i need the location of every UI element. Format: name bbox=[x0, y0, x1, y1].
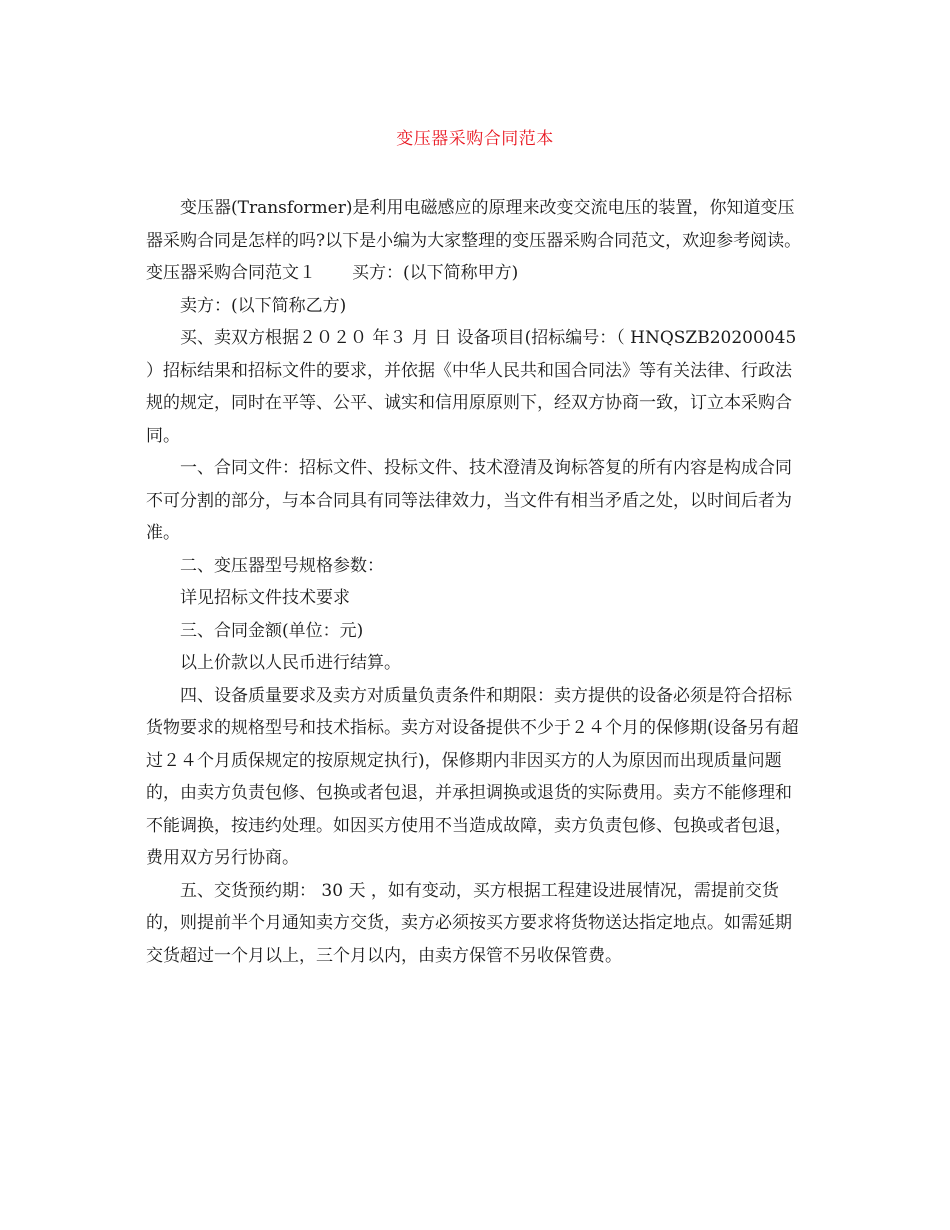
clause-2-heading: 二、变压器型号规格参数： bbox=[180, 555, 384, 576]
clause-1: 一、合同文件：招标文件、投标文件、技术澄清及询标答复的所有内容是构成合同不可分割的部分，与本合同具有同等法律效力，当文件有相当矛盾之处，以时间后者为准。 bbox=[146, 458, 792, 543]
clause-4: 四、设备质量要求及卖方对质量负责条件和期限：卖方提供的设备必须是符合招标货物要求的规格型号和技术指标。卖方对设备提供不少于２４个月的保修期(设备另有超过２４个月质保规定的按原规定执行)，保修期内非因买方的人为原因而出现质量问题的，由卖方负责包修、包换或者包退，并承担调换或退货的实际费用。卖方不能修理和不能调换，按违约处理。如因买方使用不当造成故障，卖方负责包修、包换或者包退，费用双方另行协商。 bbox=[146, 685, 799, 868]
clause-3-heading: 三、合同金额(单位：元) bbox=[180, 620, 364, 641]
clause-5: 五、交货预约期： 30 天 ，如有变动，买方根据工程建设进展情况，需提前交货的，则提前半个月通知卖方交货，卖方必须按买方要求将货物送达指定地点。如需延期交货超过一个月以上，三个月以内，由卖方保管不另收保管费。 bbox=[146, 880, 792, 966]
preamble-paragraph: 买、卖双方根据２０２０ 年３ 月 日 设备项目(招标编号：（ HNQSZB20200045 ）招标结果和招标文件的要求，并依据《中华人民共和国合同法》等有关法律、行政法规的规定，同时在平等、公平、诚实和信用原原则下，经双方协商一致，订立本采购合同。 bbox=[146, 328, 797, 446]
document-body bbox=[146, 192, 806, 972]
document-title: 变压器采购合同范本 bbox=[396, 129, 554, 149]
section-heading: 变压器采购合同范文１ bbox=[146, 263, 316, 283]
intro-paragraph: 变压器(Transformer)是利用电磁感应的原理来改变交流电压的装置，你知道变压器采购合同是怎样的吗?以下是小编为大家整理的变压器采购合同范文，欢迎参考阅读。 bbox=[146, 198, 802, 251]
clause-2-body: 详见招标文件技术要求 bbox=[180, 588, 350, 608]
section-heading-line bbox=[146, 257, 806, 290]
buyer-line: 买方：(以下简称甲方) bbox=[352, 263, 519, 283]
clause-3-body: 以上价款以人民币进行结算。 bbox=[180, 653, 401, 673]
seller-line: 卖方：(以下简称乙方) bbox=[180, 295, 347, 316]
